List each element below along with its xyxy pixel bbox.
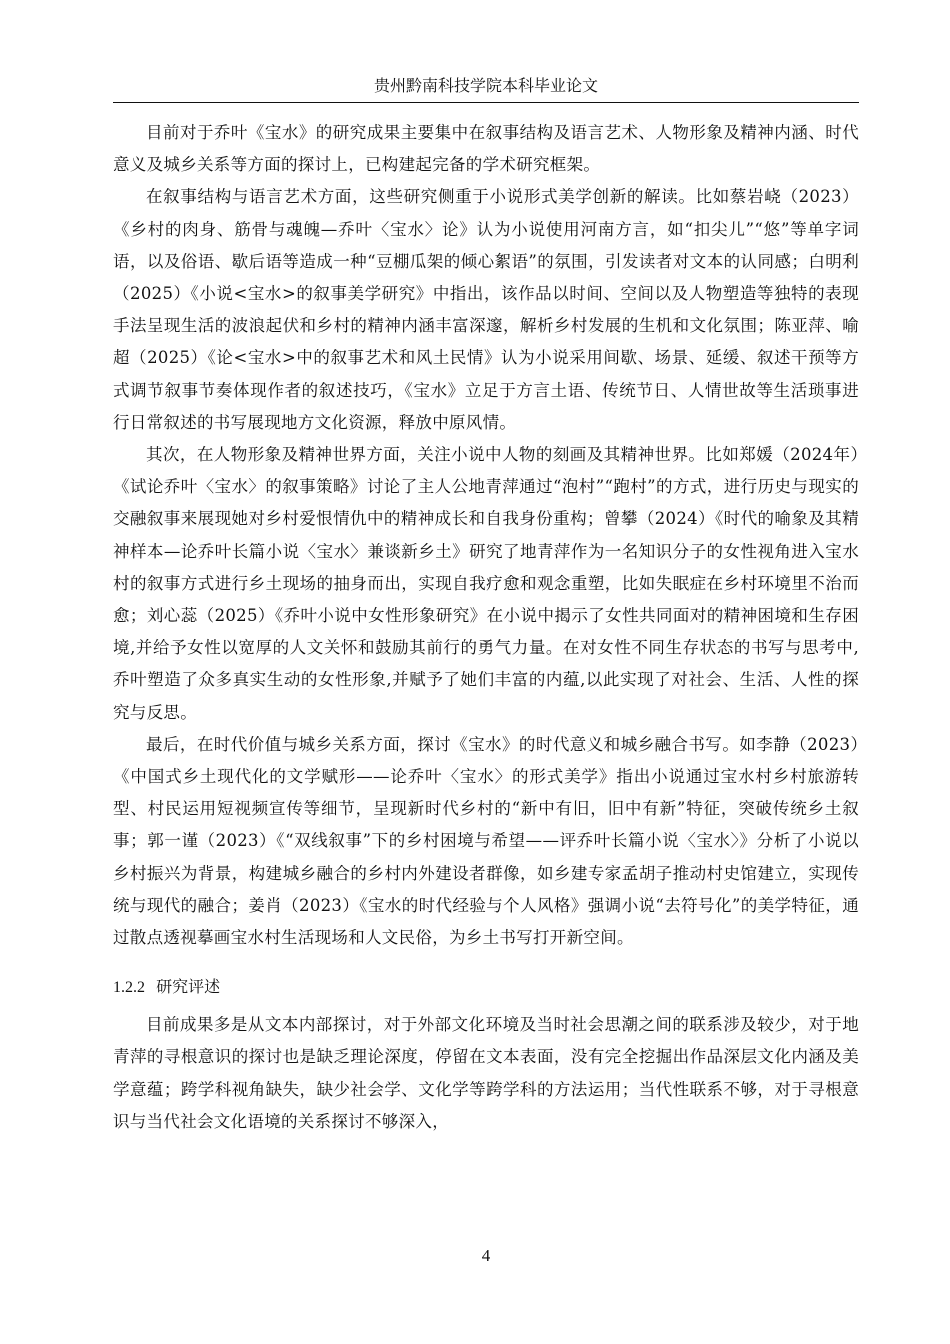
header-rule — [113, 102, 859, 103]
page-number: 4 — [481, 1246, 491, 1265]
section-number: 1.2.2 — [113, 979, 145, 997]
page-body — [113, 117, 859, 1138]
running-header: 贵州黔南科技学院本科毕业论文 — [373, 76, 598, 95]
paragraph-era-value: 最后，在时代价值与城乡关系方面，探讨《宝水》的时代意义和城乡融合书写。如李静（2023）《中国式乡土现代化的文学赋形——论乔叶〈宝水〉的形式美学》指出小说通过宝水村乡村旅游转型、村民运用短视频宣传等细节，呈现新时代乡村的“新中有旧，旧中有新”特征，突破传统乡土叙事；郭一谨（2023）《“双线叙事”下的乡村困境与希望——评乔叶长篇小说〈宝水〉》分析了小说以乡村振兴为背景，构建城乡融合的乡村内外建设者群像，如乡建专家孟胡子推动村史馆建立，实现传统与现代的融合；姜肖（2023）《宝水的时代经验与个人风格》强调小说“去符号化”的美学特征，通过散点透视摹画宝水村生活现场和人文民俗，为乡土书写打开新空间。 — [113, 734, 859, 948]
paragraph-narrative-structure: 在叙事结构与语言艺术方面，这些研究侧重于小说形式美学创新的解读。比如蔡岩峣（2023）《乡村的肉身、筋骨与魂魄—乔叶〈宝水〉论》认为小说使用河南方言，如“扣尖儿”“悠”等单字词语，以及俗语、歇后语等造成一种“豆棚瓜架的倾心絮语”的氛围，引发读者对文本的认同感；白明利（2025）《小说<宝水>的叙事美学研究》中指出，该作品以时间、空间以及人物塑造等独特的表现手法呈现生活的波浪起伏和乡村的精神内涵丰富深邃，解析乡村发展的生机和文化氛围；陈亚萍、喻超（2025）《论<宝水>中的叙事艺术和风土民情》认为小说采用间歇、场景、延缓、叙述干预等方式调节叙事节奏体现作者的叙述技巧，《宝水》立足于方言土语、传统节日、人情世故等生活琐事进行日常叙述的书写展现地方文化资源，释放中原风情。 — [113, 187, 859, 432]
paragraph-intro: 目前对于乔叶《宝水》的研究成果主要集中在叙事结构及语言艺术、人物形象及精神内涵、时代意义及城乡关系等方面的探讨上，已构建起完备的学术研究框架。 — [113, 123, 859, 175]
section-title: 研究评述 — [156, 977, 221, 997]
paragraph-characters: 其次，在人物形象及精神世界方面，关注小说中人物的刻画及其精神世界。比如郑媛（2024年）《试论乔叶〈宝水〉的叙事策略》讨论了主人公地青萍通过“泡村”“跑村”的方式，进行历史与现实的交融叙事来展现她对乡村爱恨情仇中的精神成长和自我身份重构；曾攀（2024）《时代的喻象及其精神样本—论乔叶长篇小说〈宝水〉兼谈新乡土》研究了地青萍作为一名知识分子的女性视角进入宝水村的叙事方式进行乡土现场的抽身而出，实现自我疗愈和观念重塑，比如失眠症在乡村环境里不治而愈；刘心蕊（2025）《乔叶小说中女性形象研究》在小说中揭示了女性共同面对的精神困境和生存困境,并给予女性以宽厚的人文关怀和鼓励其前行的勇气力量。在对女性不同生存状态的书写与思考中,乔叶塑造了众多真实生动的女性形象,并赋予了她们丰富的内蕴,以此实现了对社会、生活、人性的探究与反思。 — [113, 445, 859, 722]
paragraph-review: 目前成果多是从文本内部探讨，对于外部文化环境及当时社会思潮之间的联系涉及较少，对于地青萍的寻根意识的探讨也是缺乏理论深度，停留在文本表面，没有完全挖掘出作品深层文化内涵及美学意蕴；跨学科视角缺失，缺少社会学、文化学等跨学科的方法运用；当代性联系不够，对于寻根意识与当代社会文化语境的关系探讨不够深入， — [113, 1015, 859, 1131]
section-heading — [113, 972, 859, 1003]
